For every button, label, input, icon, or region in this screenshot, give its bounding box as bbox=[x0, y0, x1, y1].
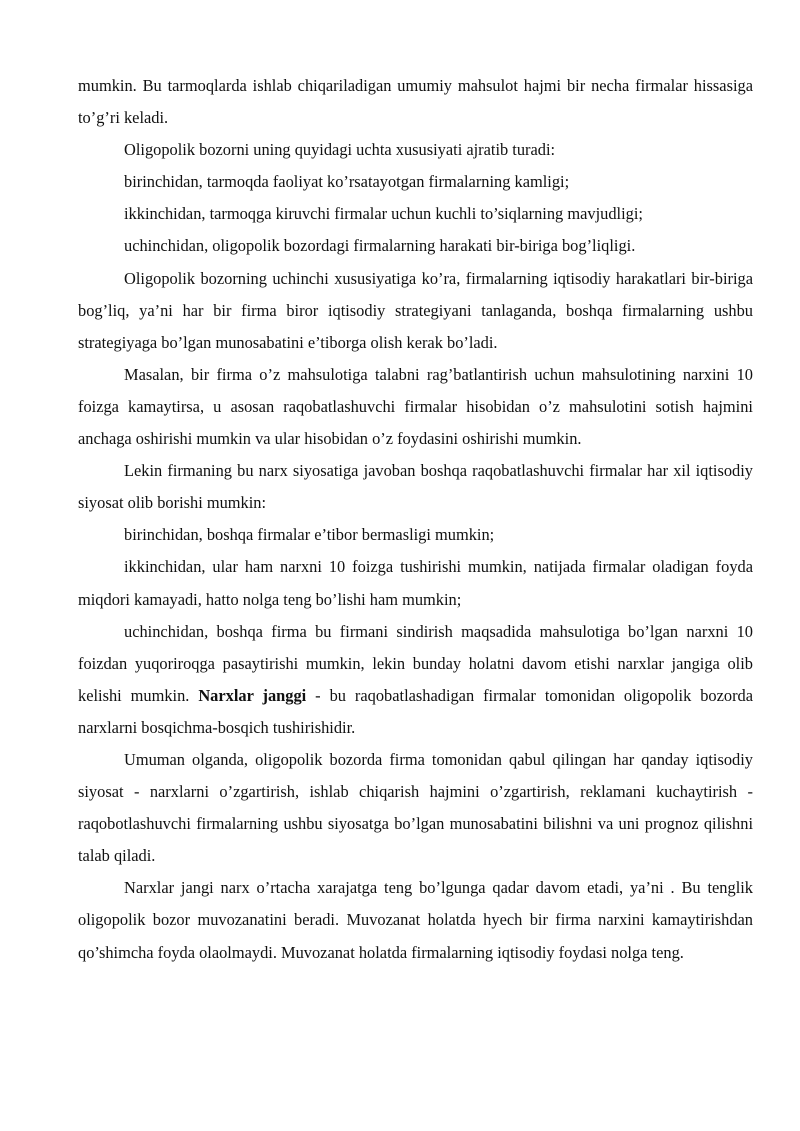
paragraph-example: Masalan, bir firma o’z mahsulotiga talabni rag’batlantirish uchun mahsulotining narxini 10 foizga kamaytirsa, u asosan raqobatlashuvchi firmalar hisobidan o’z mahsulotini sotish hajmini anchaga oshirishi mumkin va ular hisobidan o’z foydasini oshirishi mumkin. bbox=[78, 364, 753, 449]
price-war-term: Narxlar janggi bbox=[198, 685, 307, 705]
paragraph-general-policy: Umuman olganda, oligopolik bozorda firma tomonidan qabul qilingan har qanday iqtisodiy siyosat - narxlarni o’zgartirish, ishlab chiqarish hajmini o’zgartirish, reklamani kuchaytirish - raqobotlashuvchi firmalarning ushbu siyosatga bo’lgan munosabatini bilishni va uni prognoz qilishni talab qiladi. bbox=[78, 749, 753, 866]
response-third-text-after: - bu raqobatlashadigan firmalar tomonidan oligopolik bozorda narxlarni bosqichma-bosqich tushirishidir. bbox=[78, 685, 754, 737]
paragraph-feature-second: ikkinchidan, tarmoqga kiruvchi firmalar uchun kuchli to’siqlarning mavjudligi; bbox=[124, 204, 643, 224]
paragraph-response-second: ikkinchidan, ular ham narxni 10 foizga tushirishi mumkin, natijada firmalar oladigan foyda miqdori kamayadi, hatto nolga teng bo’lishi ham mumkin; bbox=[78, 557, 753, 609]
paragraph-equilibrium: Narxlar jangi narx o’rtacha xarajatga teng bo’lgunga qadar davom etadi, ya’ni . Bu tenglik oligopolik bozor muvozanatini beradi. Muvozanat holatda hyech bir firma narxini kamaytirishdan qo’shimcha foyda olaolmaydi. Muvozanat holatda firmalarning iqtisodiy foydasi nolga teng. bbox=[78, 878, 753, 962]
paragraph-response-third bbox=[78, 616, 753, 744]
paragraph-oligopoly-features-intro: Oligopolik bozorni uning quyidagi uchta xususiyati ajratib turadi: bbox=[124, 140, 556, 160]
document-page bbox=[78, 70, 753, 969]
paragraph-continuation: mumkin. Bu tarmoqlarda ishlab chiqariladigan umumiy mahsulot hajmi bir necha firmalar hissasiga to’g’ri keladi. bbox=[78, 76, 753, 128]
paragraph-feature-first: birinchidan, tarmoqda faoliyat ko’rsatayotgan firmalarning kamligi; bbox=[124, 172, 570, 192]
paragraph-competitor-response: Lekin firmaning bu narx siyosatiga javoban boshqa raqobatlashuvchi firmalar har xil iqtisodiy siyosat olib borishi mumkin: bbox=[78, 461, 753, 513]
paragraph-feature-third: uchinchidan, oligopolik bozordagi firmalarning harakati bir-biriga bog’liqligi. bbox=[124, 236, 636, 256]
paragraph-interdependence: Oligopolik bozorning uchinchi xususiyatiga ko’ra, firmalarning iqtisodiy harakatlari bir-biriga bog’liq, ya’ni har bir firma biror iqtisodiy strategiyani tanlaganda, boshqa firmalarning ushbu strategiyaga bo’lgan munosabatini e’tiborga olish kerak bo’ladi. bbox=[78, 268, 753, 352]
paragraph-response-first: birinchidan, boshqa firmalar e’tibor bermasligi mumkin; bbox=[124, 525, 495, 545]
response-third-text-before: uchinchidan, boshqa firma bu firmani sindirish maqsadida mahsulotiga bo’lgan narxni 10 foizdan yuqoriroqga pasaytirishi mumkin, lekin bunday holatni davom etishi narxlar jangiga olib kelishi mumkin. bbox=[78, 621, 753, 705]
